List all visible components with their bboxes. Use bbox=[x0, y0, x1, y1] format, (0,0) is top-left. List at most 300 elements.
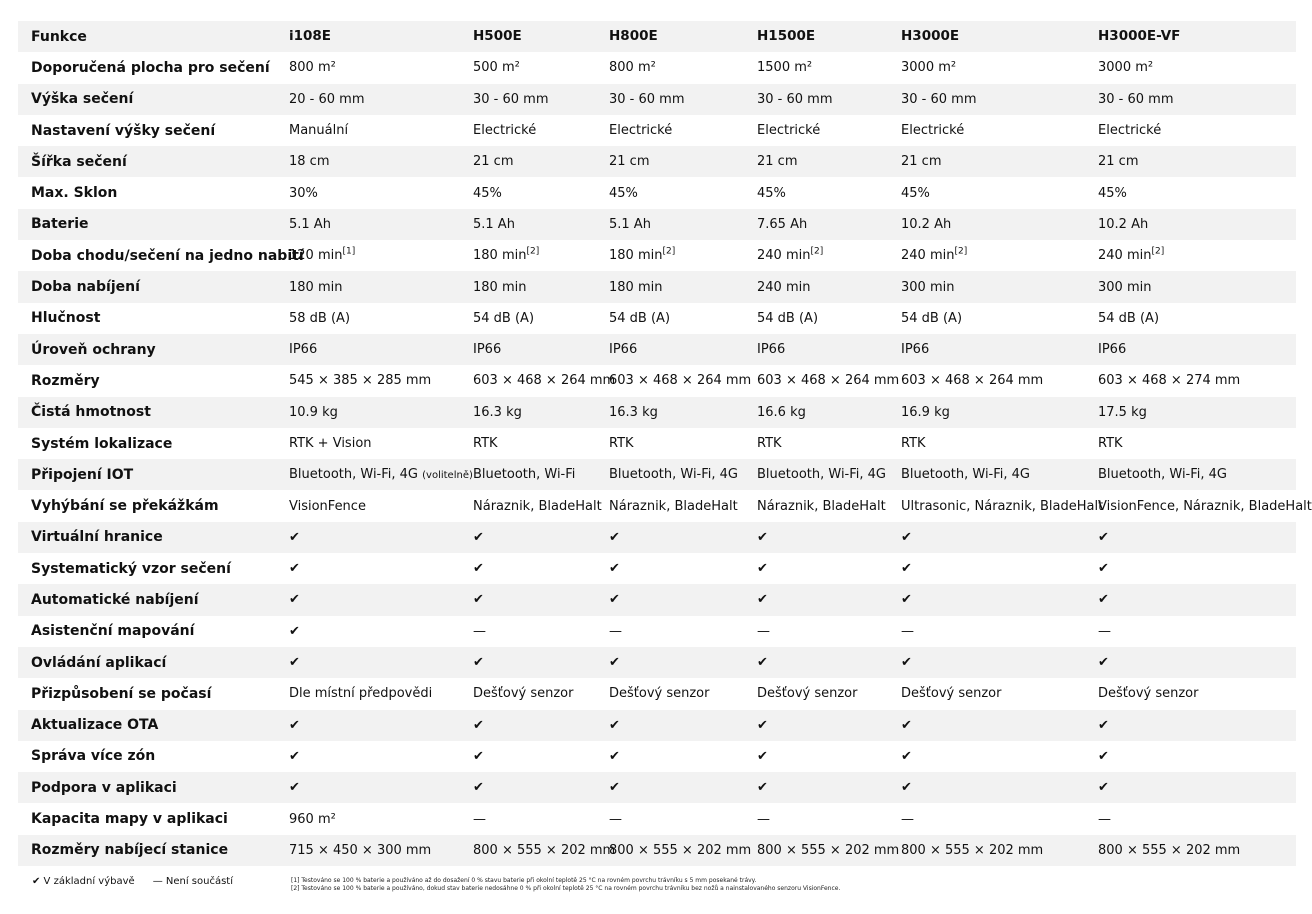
dash-icon: — bbox=[473, 623, 486, 639]
table-cell bbox=[473, 593, 609, 606]
cell-value: 3000 m² bbox=[1098, 60, 1154, 76]
table-cell bbox=[901, 246, 1098, 264]
table-cell bbox=[1098, 218, 1296, 231]
table-cell bbox=[1098, 187, 1296, 200]
table-cell bbox=[901, 531, 1098, 544]
cell-value: IP66 bbox=[609, 342, 638, 358]
row-label: Čistá hmotnost bbox=[31, 404, 151, 421]
cell-value: 240 min bbox=[1098, 248, 1152, 264]
table-row bbox=[18, 490, 1312, 521]
cell-value: 960 m² bbox=[289, 811, 336, 827]
table-cell bbox=[609, 656, 757, 669]
table-cell bbox=[757, 813, 901, 826]
table-cell bbox=[757, 374, 901, 387]
cell-value: RTK bbox=[757, 436, 782, 451]
table-cell bbox=[1098, 246, 1296, 264]
cell-value: IP66 bbox=[1098, 342, 1127, 358]
cell-value: 45% bbox=[1098, 185, 1127, 201]
table-cell bbox=[473, 687, 609, 700]
cell-value: 240 min bbox=[757, 279, 811, 295]
table-cell bbox=[473, 625, 609, 638]
row-label: Automatické nabíjení bbox=[31, 591, 199, 608]
table-cell bbox=[289, 813, 473, 826]
cell-value: Bluetooth, Wi-Fi, 4G bbox=[1098, 467, 1227, 483]
table-cell bbox=[757, 343, 901, 356]
table-cell bbox=[473, 719, 609, 732]
cell-value: 54 dB (A) bbox=[473, 310, 535, 326]
check-icon: ✔ bbox=[1098, 717, 1109, 733]
table-cell bbox=[289, 312, 473, 325]
cell-value: Dešťový senzor bbox=[757, 686, 858, 702]
footnote-ref: [2] bbox=[662, 246, 676, 257]
table-cell bbox=[609, 246, 757, 264]
cell-value: 30 - 60 mm bbox=[609, 91, 685, 107]
check-icon: ✔ bbox=[289, 780, 300, 796]
row-label: Max. Sklon bbox=[31, 185, 118, 202]
check-icon: ✔ bbox=[901, 780, 912, 796]
cell-value: VisionFence, Náraznik, BladeHalt bbox=[1098, 498, 1312, 514]
table-cell bbox=[609, 374, 757, 387]
header-model: H800E bbox=[609, 27, 658, 44]
table-cell bbox=[901, 468, 1098, 481]
cell-value: 300 min bbox=[1098, 279, 1152, 295]
table-cell bbox=[757, 719, 901, 732]
table-row bbox=[18, 584, 1296, 615]
table-row bbox=[18, 803, 1296, 834]
table-row bbox=[18, 115, 1296, 146]
cell-value: Bluetooth, Wi-Fi, 4G bbox=[901, 467, 1030, 483]
table-cell bbox=[1098, 61, 1296, 74]
table-cell bbox=[289, 437, 473, 450]
table-cell bbox=[757, 61, 901, 74]
table-cell bbox=[757, 468, 901, 481]
table-cell bbox=[1098, 813, 1296, 826]
check-icon: ✔ bbox=[289, 748, 300, 764]
table-cell bbox=[609, 687, 757, 700]
table-cell bbox=[289, 593, 473, 606]
table-cell bbox=[1098, 656, 1296, 669]
header-model: H1500E bbox=[757, 27, 816, 44]
cell-value: 21 cm bbox=[473, 154, 514, 170]
cell-value: 30% bbox=[289, 185, 318, 201]
dash-icon: — bbox=[1098, 623, 1111, 639]
table-cell bbox=[901, 844, 1098, 857]
cell-value: IP66 bbox=[901, 342, 930, 358]
cell-value: Electrické bbox=[609, 123, 673, 139]
table-cell bbox=[289, 531, 473, 544]
table-cell bbox=[473, 155, 609, 168]
row-label: Doba nabíjení bbox=[31, 279, 140, 296]
table-row bbox=[18, 741, 1296, 772]
cell-value: 54 dB (A) bbox=[757, 310, 819, 326]
table-cell bbox=[1098, 374, 1296, 387]
cell-value: 45% bbox=[609, 185, 638, 201]
row-label: Asistenční mapování bbox=[31, 623, 195, 640]
cell-value: IP66 bbox=[757, 342, 786, 358]
table-row bbox=[18, 303, 1296, 334]
table-cell bbox=[901, 687, 1098, 700]
cell-value: Electrické bbox=[757, 123, 821, 139]
row-label: Systém lokalizace bbox=[31, 435, 173, 452]
check-icon: ✔ bbox=[1098, 592, 1109, 608]
cell-value: 5.1 Ah bbox=[609, 216, 651, 232]
cell-value: 180 min bbox=[473, 279, 527, 295]
table-cell bbox=[1098, 124, 1296, 137]
table-row bbox=[18, 616, 1296, 647]
table-cell bbox=[609, 61, 757, 74]
table-cell bbox=[757, 312, 901, 325]
table-row bbox=[18, 271, 1296, 302]
header-model: H500E bbox=[473, 27, 522, 44]
table-row bbox=[18, 177, 1296, 208]
check-icon: ✔ bbox=[757, 655, 768, 671]
row-label: Ovládání aplikací bbox=[31, 654, 167, 671]
table-row bbox=[18, 209, 1296, 240]
table-cell bbox=[609, 343, 757, 356]
table-row bbox=[18, 240, 1296, 271]
check-icon: ✔ bbox=[473, 655, 484, 671]
check-icon: ✔ bbox=[609, 655, 620, 671]
cell-value: Electrické bbox=[473, 123, 537, 139]
check-icon: ✔ bbox=[289, 717, 300, 733]
row-label: Rozměry nabíjecí stanice bbox=[31, 842, 229, 859]
check-icon: ✔ bbox=[757, 529, 768, 545]
dash-icon: — bbox=[609, 811, 622, 827]
table-cell bbox=[289, 500, 473, 513]
header-model: H3000E bbox=[901, 27, 960, 44]
dash-icon: — bbox=[757, 623, 770, 639]
table-row bbox=[18, 522, 1296, 553]
check-icon: ✔ bbox=[289, 561, 300, 577]
row-label: Systematický vzor sečení bbox=[31, 560, 231, 577]
table-cell bbox=[757, 625, 901, 638]
table-cell bbox=[757, 93, 901, 106]
table-cell bbox=[289, 93, 473, 106]
table-cell bbox=[289, 687, 473, 700]
cell-value: 603 × 468 × 264 mm bbox=[473, 373, 616, 389]
table-cell bbox=[289, 625, 473, 638]
table-cell bbox=[473, 187, 609, 200]
cell-value: 800 × 555 × 202 mm bbox=[473, 842, 616, 858]
footnote-2: [2] Testováno se 100 % baterie a používáno, dokud stav baterie nedosáhne 0 % při okolní teplotě 25 °C na rovném povrchu trávníku bez nožů a nainstalovaného senzoru VisionFence. bbox=[291, 885, 841, 892]
check-icon: ✔ bbox=[757, 717, 768, 733]
table-cell bbox=[609, 813, 757, 826]
cell-value: 30 - 60 mm bbox=[1098, 91, 1174, 107]
table-cell bbox=[757, 593, 901, 606]
cell-value: Bluetooth, Wi-Fi, 4G bbox=[289, 467, 418, 483]
table-cell bbox=[1098, 687, 1296, 700]
table-cell bbox=[901, 437, 1098, 450]
table-cell bbox=[289, 750, 473, 763]
table-cell bbox=[609, 500, 757, 513]
table-cell bbox=[473, 781, 609, 794]
table-cell bbox=[473, 124, 609, 137]
table-cell bbox=[473, 343, 609, 356]
table-cell bbox=[289, 343, 473, 356]
table-cell bbox=[901, 781, 1098, 794]
table-cell bbox=[1098, 312, 1296, 325]
row-label: Nastavení výšky sečení bbox=[31, 122, 216, 139]
cell-value: RTK + Vision bbox=[289, 436, 372, 451]
table-cell bbox=[1098, 625, 1296, 638]
table-cell bbox=[901, 813, 1098, 826]
check-icon: ✔ bbox=[473, 529, 484, 545]
table-cell bbox=[1098, 781, 1296, 794]
table-cell bbox=[901, 374, 1098, 387]
table-cell bbox=[757, 562, 901, 575]
cell-value: 54 dB (A) bbox=[609, 310, 671, 326]
table-cell bbox=[1098, 468, 1296, 481]
table-row bbox=[18, 835, 1296, 866]
table-cell bbox=[473, 842, 616, 858]
table-cell bbox=[1098, 593, 1296, 606]
dash-icon: — bbox=[1098, 811, 1111, 827]
table-row bbox=[18, 365, 1296, 396]
table-cell bbox=[289, 61, 473, 74]
table-cell bbox=[609, 781, 757, 794]
table-cell bbox=[757, 844, 901, 857]
check-icon: ✔ bbox=[901, 592, 912, 608]
dash-icon: — bbox=[473, 811, 486, 827]
row-label: Výška sečení bbox=[31, 91, 134, 108]
row-label: Virtuální hranice bbox=[31, 529, 163, 546]
table-cell bbox=[289, 562, 473, 575]
check-icon: ✔ bbox=[609, 592, 620, 608]
table-cell bbox=[473, 93, 609, 106]
check-icon: ✔ bbox=[473, 748, 484, 764]
table-cell bbox=[1098, 343, 1296, 356]
cell-value: 7.65 Ah bbox=[757, 216, 808, 232]
cell-value: Bluetooth, Wi-Fi, 4G bbox=[609, 467, 738, 483]
check-icon: ✔ bbox=[901, 561, 912, 577]
table-cell bbox=[289, 781, 473, 794]
check-icon: ✔ bbox=[289, 529, 300, 545]
table-cell bbox=[901, 719, 1098, 732]
row-label: Doba chodu/sečení na jedno nabití bbox=[31, 247, 304, 264]
cell-value: 58 dB (A) bbox=[289, 310, 351, 326]
table-row bbox=[18, 146, 1296, 177]
table-cell bbox=[1098, 844, 1296, 857]
row-label: Šířka sečení bbox=[31, 153, 127, 170]
cell-value: 800 × 555 × 202 mm bbox=[901, 842, 1044, 858]
table-cell bbox=[473, 61, 609, 74]
table-cell bbox=[1098, 93, 1296, 106]
cell-value: 3000 m² bbox=[901, 60, 957, 76]
cell-value: Ultrasonic, Náraznik, BladeHalt bbox=[901, 498, 1104, 514]
table-row bbox=[18, 52, 1296, 83]
table-row bbox=[18, 678, 1296, 709]
table-cell bbox=[609, 437, 757, 450]
table-cell bbox=[473, 437, 609, 450]
check-icon: ✔ bbox=[473, 717, 484, 733]
cell-value: RTK bbox=[609, 436, 634, 451]
cell-value: Náraznik, BladeHalt bbox=[757, 498, 886, 514]
table-cell bbox=[757, 218, 901, 231]
check-icon: ✔ bbox=[609, 529, 620, 545]
cell-value: 30 - 60 mm bbox=[757, 91, 833, 107]
cell-value: 54 dB (A) bbox=[901, 310, 963, 326]
header-model: i108E bbox=[289, 27, 332, 44]
table-cell bbox=[1098, 498, 1312, 514]
check-icon: ✔ bbox=[901, 529, 912, 545]
cell-value: 120 min bbox=[289, 248, 343, 264]
table-cell bbox=[289, 468, 473, 481]
cell-value: 800 m² bbox=[289, 60, 336, 76]
cell-value: 603 × 468 × 264 mm bbox=[609, 373, 752, 389]
check-icon: ✔ bbox=[1098, 748, 1109, 764]
check-icon: ✔ bbox=[757, 592, 768, 608]
cell-value: 30 - 60 mm bbox=[901, 91, 977, 107]
dash-icon: — bbox=[757, 811, 770, 827]
cell-value: 800 × 555 × 202 mm bbox=[1098, 842, 1241, 858]
cell-value: 16.3 kg bbox=[473, 404, 522, 420]
table-cell bbox=[289, 246, 473, 264]
table-row bbox=[18, 397, 1296, 428]
cell-value: 5.1 Ah bbox=[289, 216, 331, 232]
cell-value: 45% bbox=[757, 185, 786, 201]
cell-value: IP66 bbox=[289, 342, 318, 358]
row-label: Kapacita mapy v aplikaci bbox=[31, 811, 228, 828]
table-cell bbox=[289, 844, 473, 857]
table-cell bbox=[289, 374, 473, 387]
cell-value: Electrické bbox=[901, 123, 965, 139]
cell-value: 17.5 kg bbox=[1098, 404, 1147, 420]
cell-value: Dešťový senzor bbox=[609, 686, 710, 702]
table-cell bbox=[473, 656, 609, 669]
table-cell bbox=[757, 437, 901, 450]
check-icon: ✔ bbox=[757, 561, 768, 577]
cell-value: VisionFence bbox=[289, 498, 366, 514]
cell-value: Bluetooth, Wi-Fi, 4G bbox=[757, 467, 886, 483]
table-cell bbox=[473, 373, 616, 389]
footnote-ref: [2] bbox=[1151, 246, 1165, 257]
check-icon: ✔ bbox=[901, 655, 912, 671]
cell-value: 45% bbox=[901, 185, 930, 201]
cell-value: Dle místní předpovědi bbox=[289, 686, 433, 702]
table-cell bbox=[473, 246, 609, 264]
table-cell bbox=[473, 750, 609, 763]
cell-value: 45% bbox=[473, 185, 502, 201]
table-cell bbox=[609, 124, 757, 137]
table-cell bbox=[609, 531, 757, 544]
cell-value: 603 × 468 × 264 mm bbox=[901, 373, 1044, 389]
table-cell bbox=[1098, 155, 1296, 168]
table-cell bbox=[757, 187, 901, 200]
table-cell bbox=[473, 813, 609, 826]
table-cell bbox=[1098, 406, 1296, 419]
table-cell bbox=[901, 593, 1098, 606]
cell-value: 800 × 555 × 202 mm bbox=[609, 842, 752, 858]
table-cell bbox=[289, 155, 473, 168]
table-cell bbox=[901, 498, 1104, 514]
table-cell bbox=[609, 281, 757, 294]
check-icon: ✔ bbox=[757, 748, 768, 764]
table-cell bbox=[901, 656, 1098, 669]
cell-value: RTK bbox=[1098, 436, 1123, 451]
legend bbox=[32, 876, 233, 887]
table-cell bbox=[473, 500, 609, 513]
table-cell bbox=[757, 124, 901, 137]
footnote-ref: [2] bbox=[526, 246, 540, 257]
check-icon: ✔ bbox=[289, 592, 300, 608]
table-cell bbox=[757, 246, 901, 264]
table-cell bbox=[473, 531, 609, 544]
table-cell bbox=[901, 281, 1098, 294]
check-icon: ✔ bbox=[473, 561, 484, 577]
cell-value: 18 cm bbox=[289, 154, 330, 170]
table-cell bbox=[473, 562, 609, 575]
cell-value: Bluetooth, Wi-Fi bbox=[473, 467, 576, 483]
cell-value: RTK bbox=[473, 436, 498, 451]
row-label: Podpora v aplikaci bbox=[31, 779, 177, 796]
footnote-ref: [2] bbox=[954, 246, 968, 257]
table-cell bbox=[901, 61, 1098, 74]
table-cell bbox=[609, 844, 757, 857]
check-icon: ✔ bbox=[473, 592, 484, 608]
table-cell bbox=[757, 656, 901, 669]
check-icon: ✔ bbox=[1098, 780, 1109, 796]
check-icon: ✔ bbox=[609, 717, 620, 733]
cell-value: Dešťový senzor bbox=[473, 686, 574, 702]
cell-value: Dešťový senzor bbox=[901, 686, 1002, 702]
table-cell bbox=[901, 562, 1098, 575]
check-icon: ✔ bbox=[1098, 529, 1109, 545]
table-cell bbox=[609, 155, 757, 168]
dash-icon: — bbox=[901, 811, 914, 827]
table-row bbox=[18, 710, 1296, 741]
row-label: Doporučená plocha pro sečení bbox=[31, 59, 270, 76]
table-cell bbox=[1098, 562, 1296, 575]
cell-value: 180 min bbox=[473, 248, 527, 264]
cell-value: 10.2 Ah bbox=[901, 216, 952, 232]
check-icon: ✔ bbox=[757, 780, 768, 796]
table-cell bbox=[609, 562, 757, 575]
row-label: Vyhýbání se překážkám bbox=[31, 498, 219, 515]
check-icon: ✔ bbox=[289, 655, 300, 671]
table-cell bbox=[757, 781, 901, 794]
table-cell bbox=[289, 281, 473, 294]
cell-value: 10.9 kg bbox=[289, 404, 338, 420]
table-cell bbox=[757, 687, 901, 700]
cell-value: 603 × 468 × 264 mm bbox=[757, 373, 900, 389]
footnote-ref: [1] bbox=[342, 246, 356, 257]
table-cell bbox=[609, 625, 757, 638]
table-cell bbox=[901, 312, 1098, 325]
table-cell bbox=[901, 625, 1098, 638]
table-cell bbox=[757, 406, 901, 419]
cell-value: Náraznik, BladeHalt bbox=[473, 498, 602, 514]
cell-value: Náraznik, BladeHalt bbox=[609, 498, 738, 514]
table-cell bbox=[757, 750, 901, 763]
table-cell bbox=[901, 750, 1098, 763]
table-cell bbox=[609, 406, 757, 419]
footnote-ref: [2] bbox=[810, 246, 824, 257]
table-cell bbox=[289, 124, 473, 137]
cell-value: 1500 m² bbox=[757, 60, 813, 76]
table-cell bbox=[757, 500, 901, 513]
cell-value: Dešťový senzor bbox=[1098, 686, 1199, 702]
cell-value: Manuální bbox=[289, 123, 349, 139]
cell-value: Electrické bbox=[1098, 123, 1162, 139]
cell-value: 180 min bbox=[609, 279, 663, 295]
table-row bbox=[18, 428, 1296, 459]
spec-table bbox=[18, 21, 1312, 866]
table-cell bbox=[289, 719, 473, 732]
header-feature: Funkce bbox=[31, 28, 87, 45]
legend-included: ✔ V základní výbavě bbox=[32, 876, 135, 887]
cell-value: 240 min bbox=[901, 248, 955, 264]
table-row bbox=[18, 459, 1296, 490]
